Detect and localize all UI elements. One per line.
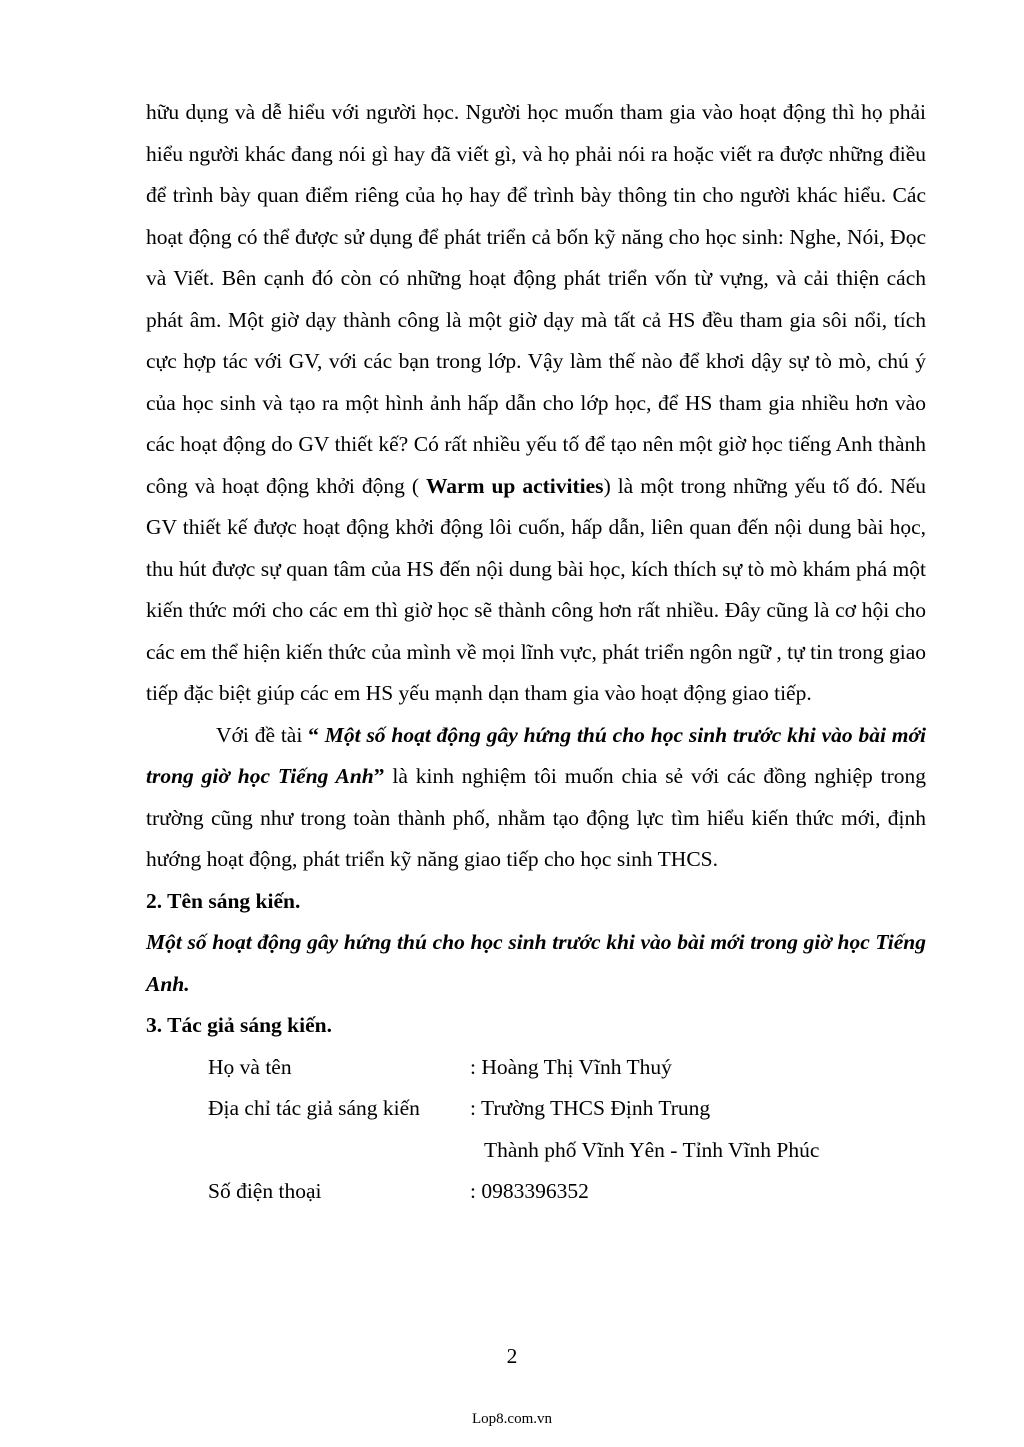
- paragraph-text: ) là một trong những yếu tố đó. Nếu GV thiết kế được hoạt động khởi động lôi cuốn, hấp dẫn, liên quan đến nội dung bài học, thu hút được sự quan tâm của HS đến nội dung bài học, kích thích sự tò mò khám phá một kiến thức mới cho các em thì giờ học sẽ thành công hơn rất nhiều. Đây cũng là cơ hội cho các em thể hiện kiến thức của mình về mọi lĩnh vực, phát triển ngôn ngữ , tự tin trong giao tiếp đặc biệt giúp các em HS yếu mạnh dạn tham gia vào hoạt động giao tiếp.: [146, 473, 927, 705]
- page-number: 2: [506, 1344, 518, 1368]
- footer-watermark: Lop8.com.vn: [472, 1411, 552, 1427]
- section-3-heading: 3. Tác giả sáng kiến.: [146, 1013, 332, 1037]
- bold-term: Warm up activities: [425, 473, 604, 498]
- info-value: : Trường THCS Định Trung: [470, 1096, 711, 1120]
- document-page: [146, 92, 926, 1213]
- topic-title: Một số hoạt động gây hứng thú cho học sinh trước khi vào bài mới trong giờ học Tiếng Anh: [146, 722, 927, 788]
- info-row-name: [208, 1047, 926, 1089]
- info-row-phone: [208, 1171, 926, 1213]
- info-label: Họ và tên: [208, 1054, 292, 1079]
- author-info: [146, 1047, 926, 1213]
- info-label: Địa chỉ tác giả sáng kiến: [208, 1096, 420, 1120]
- paragraph-text: là kinh nghiệm tôi muốn chia sẻ với các đồng nghiệp trong trường cũng như trong toàn thành phố, nhằm tạo động lực tìm hiểu kiến thức mới, định hướng hoạt động, phát triển kỹ năng giao tiếp cho học sinh THCS.: [146, 764, 926, 871]
- body-paragraph-2: [146, 715, 926, 881]
- section-2-heading: 2. Tên sáng kiến.: [146, 888, 301, 913]
- paragraph-text: Với đề tài: [216, 722, 309, 747]
- quote-mark: ”: [373, 764, 385, 788]
- quote-mark: “: [308, 722, 325, 747]
- info-value: : Hoàng Thị Vĩnh Thuý: [470, 1054, 672, 1079]
- info-row-address-cont: [208, 1130, 926, 1172]
- info-row-address: [208, 1088, 926, 1130]
- initiative-title: Một số hoạt động gây hứng thú cho học sinh trước khi vào bài mới trong giờ học Tiếng Anh.: [146, 930, 926, 996]
- paragraph-text: hữu dụng và dễ hiểu với người học. Người học muốn tham gia vào hoạt động thì họ phải hiểu người khác đang nói gì hay đã viết gì, và họ phải nói ra hoặc viết ra được những điều để trình bày quan điểm riêng của họ hay để trình bày thông tin cho người khác hiểu. Các hoạt động có thể được sử dụng để phát triển cả bốn kỹ năng cho học sinh: Nghe, Nói, Đọc và Viết. Bên cạnh đó còn có những hoạt động phát triển vốn từ vựng, và cải thiện cách phát âm. Một giờ dạy thành công là một giờ dạy mà tất cả HS đều tham gia sôi nổi, tích cực hợp tác với GV, với các bạn trong lớp. Vậy làm thế nào để khơi dậy sự tò mò, chú ý của học sinh và tạo ra một hình ảnh hấp dẫn cho lớp học, để HS tham gia nhiều hơn vào các hoạt động do GV thiết kế? Có rất nhiều yếu tố để tạo nên một giờ học tiếng Anh thành công và hoạt động khởi động (: [146, 100, 926, 498]
- body-paragraph-1: [146, 92, 926, 715]
- info-label: Số điện thoại: [208, 1179, 322, 1203]
- info-value: Thành phố Vĩnh Yên - Tỉnh Vĩnh Phúc: [484, 1137, 820, 1162]
- info-value: : 0983396352: [470, 1179, 589, 1203]
